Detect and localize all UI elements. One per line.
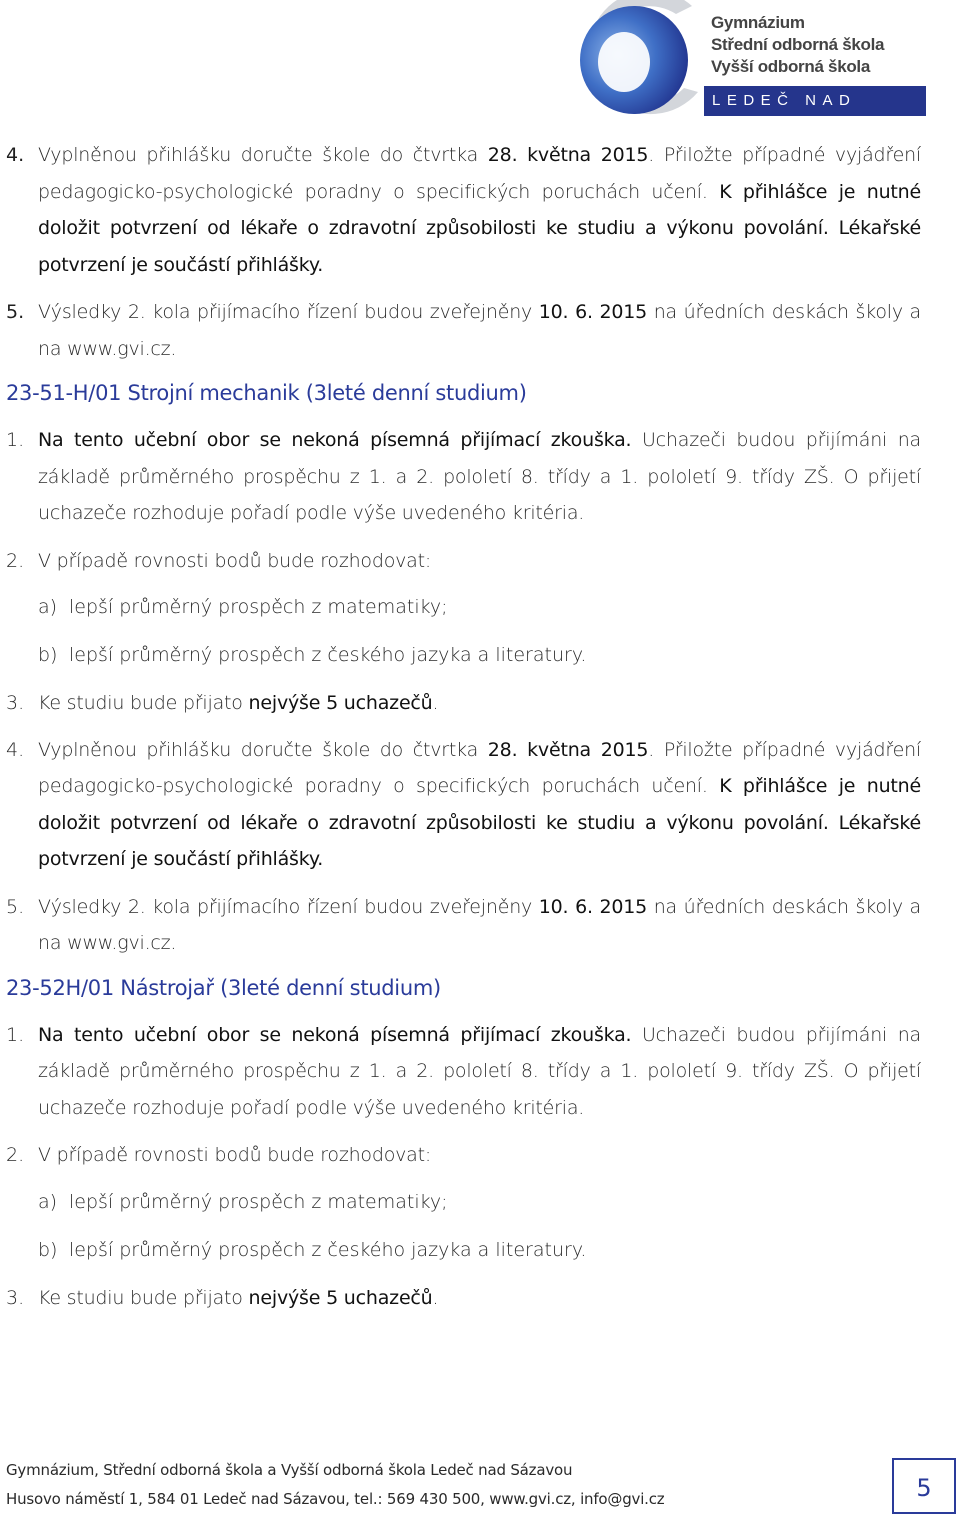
page-footer xyxy=(6,1456,664,1514)
s2-item-3: 3. Ke studiu bude přijato nejvýše 5 uchazečů. xyxy=(6,1286,439,1309)
school-logo xyxy=(564,0,934,139)
top-item-5: 5. Výsledky 2. kola přijímacího řízení budou zveřejněny 10. 6. 2015 na úředních deskách školy a na www.gvi.cz. xyxy=(6,301,921,360)
s1-item-4: 4. Vyplněnou přihlášku doručte škole do čtvrtka 28. května 2015. Přiložte případné vyjádření pedagogicko-psychologické poradny o specifických poruchách učení. K přihlášce je nutné doložit potvrzení od lékaře o zdravotní způsobilosti ke studiu a výkonu povolání. Lékařské potvrzení je součástí přihlášky. xyxy=(6,738,921,870)
s2-item-1: 1. Na tento učební obor se nekoná písemná přijímací zkouška. Uchazeči budou přijímáni na základě průměrného prospěchu z 1. a 2. pololetí 8. třídy a 1. pololetí 9. třídy ZŠ. O přijetí uchazeče rozhoduje pořadí podle výše uvedeného kritéria. xyxy=(6,1023,921,1119)
s1-item-3: 3. Ke studiu bude přijato nejvýše 5 uchazečů. xyxy=(6,692,439,714)
footer-school-name: Gymnázium, Střední odborná škola a Vyšší odborná škola Ledeč nad Sázavou xyxy=(6,1461,573,1479)
s1-item-1: 1. Na tento učební obor se nekoná písemná přijímací zkouška. Uchazeči budou přijímáni na základě průměrného prospěchu z 1. a 2. pololetí 8. třídy a 1. pololetí 9. třídy ZŠ. O přijetí uchazeče rozhoduje pořadí podle výše uvedeného kritéria. xyxy=(6,429,921,524)
logo-line-1: Gymnázium xyxy=(711,13,805,32)
s1-sub-a: a) lepší průměrný prospěch z matematiky; xyxy=(38,596,448,618)
s1-sub-b: b) lepší průměrný prospěch z českého jazyka a literatury. xyxy=(38,644,587,666)
logo-line-2: Střední odborná škola xyxy=(711,35,885,54)
logo-circle-icon xyxy=(564,0,704,120)
logo-line-3: Vyšší odborná škola xyxy=(711,57,871,76)
document-body xyxy=(6,137,921,1326)
s2-sub-a: a) lepší průměrný prospěch z matematiky; xyxy=(38,1190,448,1213)
s2-item-2: 2. V případě rovnosti bodů bude rozhodovat: xyxy=(6,1144,432,1166)
page-number: 5 xyxy=(892,1458,956,1514)
section-heading-strojni-mechanik: 23-51-H/01 Strojní mechanik (3leté denní studium) xyxy=(6,381,527,405)
section-heading-nastrojar: 23-52H/01 Nástrojař (3leté denní studium) xyxy=(6,975,441,1000)
s2-sub-b: b) lepší průměrný prospěch z českého jazyka a literatury. xyxy=(38,1238,587,1261)
s1-item-5: 5. Výsledky 2. kola přijímacího řízení budou zveřejněny 10. 6. 2015 na úředních deskách školy a na www.gvi.cz. xyxy=(6,895,921,954)
footer-address: Husovo náměstí 1, 584 01 Ledeč nad Sázavou, tel.: 569 430 500, www.gvi.cz, info@gvi.cz xyxy=(6,1490,665,1508)
s1-item-2: 2. V případě rovnosti bodů bude rozhodovat: xyxy=(6,549,432,572)
top-item-4: 4. Vyplněnou přihlášku doručte škole do čtvrtka 28. května 2015. Přiložte případné vyjádření pedagogicko-psychologické poradny o specifických poruchách učení. K přihlášce je nutné doložit potvrzení od lékaře o zdravotní způsobilosti ke studiu a výkonu povolání. Lékařské potvrzení je součástí přihlášky. xyxy=(6,144,921,276)
logo-band: LEDEČ NAD SÁZAVOU xyxy=(704,86,926,116)
